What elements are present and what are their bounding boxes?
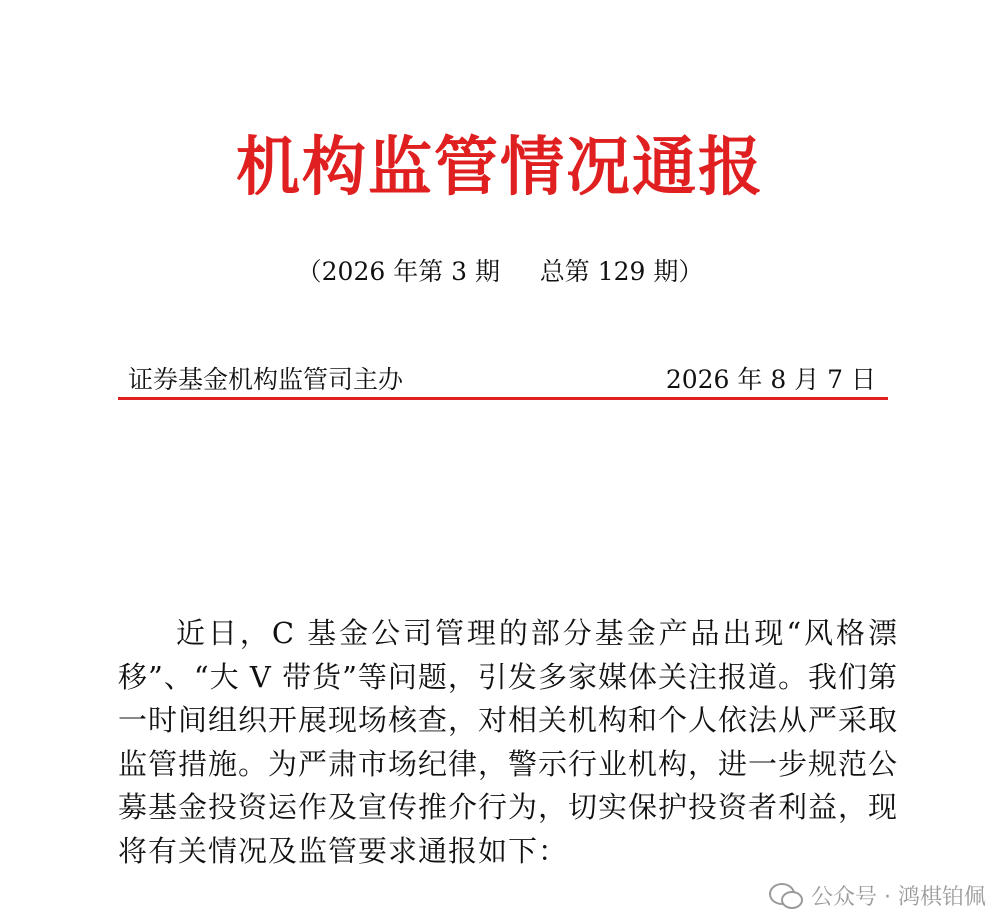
issue-number-line: （2026 年第 3 期 总第 129 期） — [296, 257, 704, 286]
document-title: 机构监管情况通报 — [236, 131, 764, 205]
issue-date: 2026 年 8 月 7 日 — [665, 365, 876, 394]
sponsor-department: 证券基金机构监管司主办 — [128, 365, 404, 394]
wechat-watermark — [761, 876, 994, 915]
red-divider-line — [118, 397, 888, 400]
wechat-icon — [769, 883, 803, 909]
body-paragraph: 近日，C 基金公司管理的部分基金产品出现“风格漂移”、“大 V 带货”等问题，引发多家媒体关注报道。我们第一时间组织开展现场核查，对相关机构和个人依法从严采取监管措施。为严肃市场纪律，警示行业机构，进一步规范公募基金投资运作及宣传推介行为，切实保护投资者利益，现将有关情况及监管要求通报如下： — [118, 616, 899, 868]
watermark-text: 公众号 · 鸿棋铂佩 — [811, 885, 986, 910]
